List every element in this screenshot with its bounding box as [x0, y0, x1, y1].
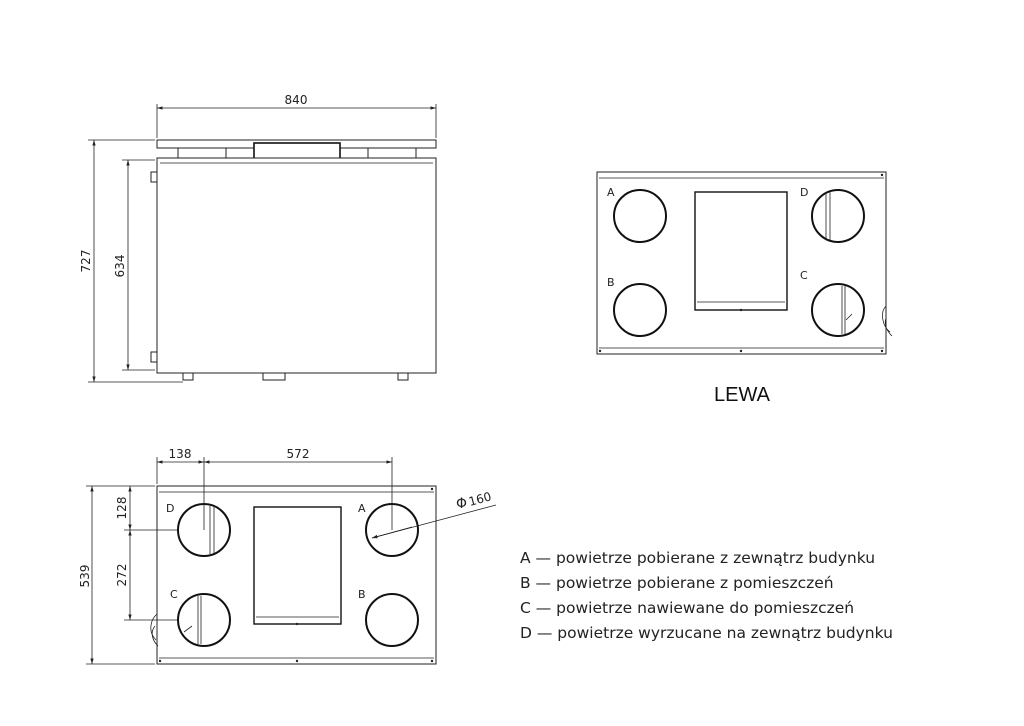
- variant-port-label-b: B: [607, 276, 615, 289]
- variant-center-panel: [695, 192, 787, 310]
- top-port-label-a: A: [358, 502, 366, 515]
- front-pin-lower: [151, 352, 157, 362]
- dim-top-offset-left: 138: [168, 447, 192, 461]
- dim-top-depth: 539: [78, 564, 92, 588]
- dim-duct-diameter: 160: [467, 489, 493, 509]
- variant-duct-d: [812, 190, 864, 242]
- variant-port-label-c: C: [800, 269, 808, 282]
- legend: [520, 549, 893, 642]
- dim-front-width: 840: [284, 93, 308, 107]
- legend-item-a: A — powietrze pobierane z zewnątrz budynku: [520, 549, 876, 567]
- dim-front-height-total: 727: [79, 249, 93, 273]
- top-center-panel: [254, 507, 341, 624]
- dim-top-spacing-lower: 272: [115, 563, 129, 587]
- legend-item-b: B — powietrze pobierane z pomieszczeń: [520, 574, 834, 592]
- dim-top-spacing-upper: 128: [115, 496, 129, 520]
- top-port-label-d: D: [166, 502, 175, 515]
- variant-duct-a: [614, 190, 666, 242]
- variant-duct-c: [812, 284, 864, 336]
- front-connector-left: [178, 148, 226, 158]
- top-view: [78, 447, 496, 664]
- front-foot-right: [398, 373, 408, 380]
- variant-duct-b: [614, 284, 666, 336]
- front-connector-right: [368, 148, 416, 158]
- variant-label: LEWA: [714, 384, 770, 406]
- front-foot-left: [183, 373, 193, 380]
- top-port-label-c: C: [170, 588, 178, 601]
- top-port-label-b: B: [358, 588, 366, 601]
- legend-item-d: D — powietrze wyrzucane na zewnątrz budynku: [520, 624, 893, 642]
- front-foot-center: [263, 373, 285, 380]
- dim-front-height-body: 634: [113, 254, 127, 278]
- top-duct-b: [366, 594, 418, 646]
- variant-port-label-d: D: [800, 186, 809, 199]
- front-body: [157, 158, 436, 373]
- variant-port-label-a: A: [607, 186, 615, 199]
- top-duct-c: [178, 594, 230, 646]
- front-view: [79, 93, 436, 382]
- legend-item-c: C — powietrze nawiewane do pomieszczeń: [520, 599, 855, 617]
- dim-diameter-symbol: Φ: [456, 496, 468, 512]
- front-pin-upper: [151, 172, 157, 182]
- top-view-variant: [597, 172, 892, 406]
- dim-top-spacing: 572: [286, 447, 310, 461]
